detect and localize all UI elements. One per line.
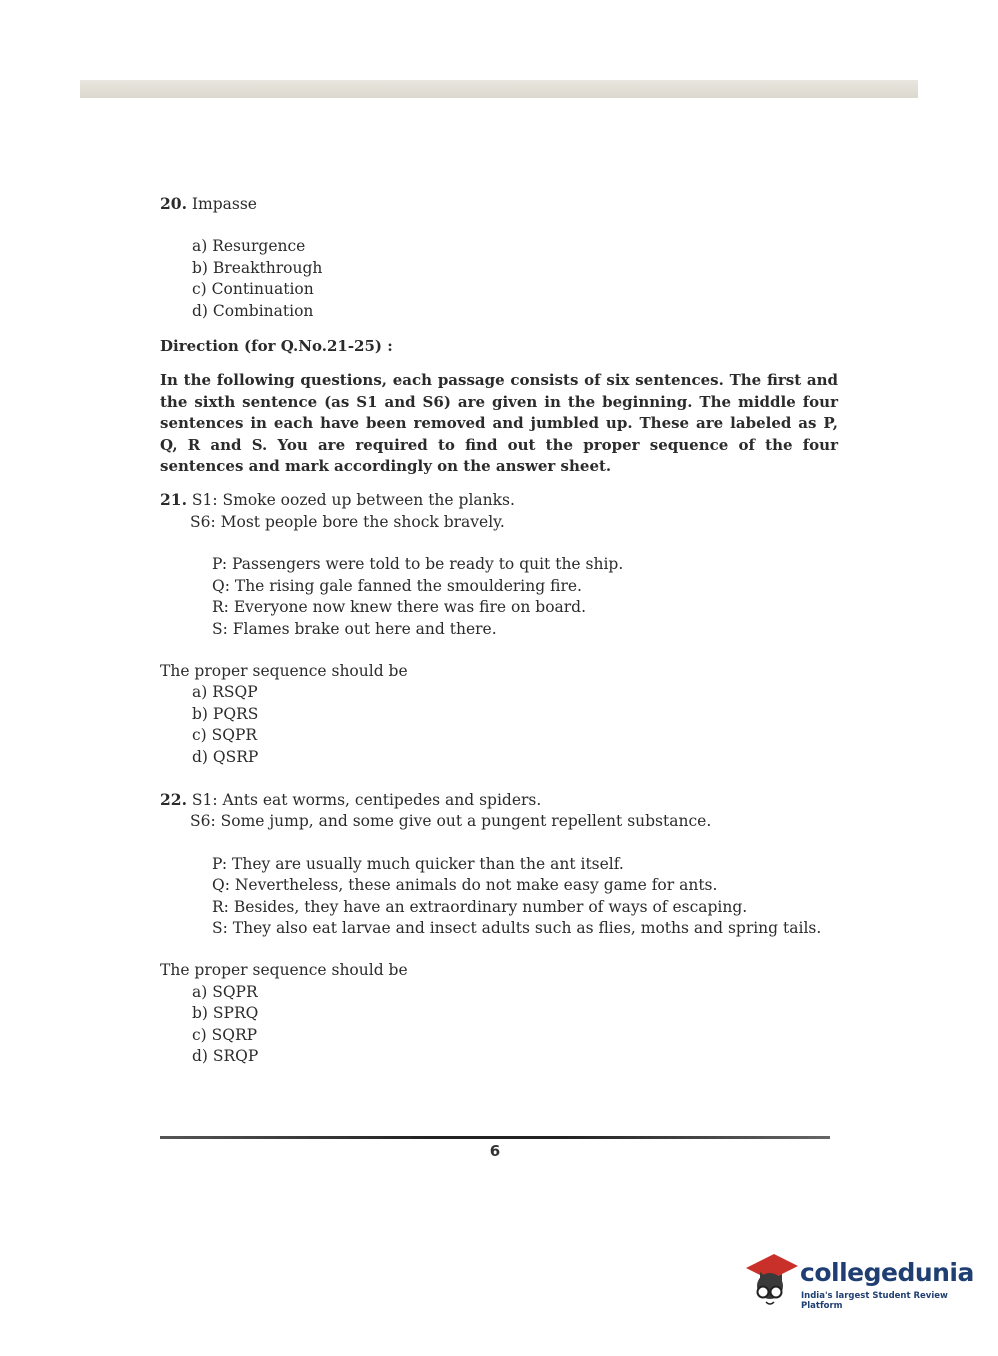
sentence-s6: S6: Most people bore the shock bravely. [190,512,505,531]
logo-tagline: India's largest Student Review Platform [801,1291,948,1311]
direction-title: Direction (for Q.No.21-25) : [160,337,393,356]
option-c: c) Continuation [192,280,314,299]
option-c: c) SQPR [192,726,258,745]
options-20 [192,236,850,322]
option-b: b) Breakthrough [192,258,323,277]
question-page [160,193,850,1067]
option-d: d) Combination [192,301,314,320]
sentence-s: S: Flames brake out here and there. [212,619,497,638]
question-number: 21. [160,490,187,510]
page-number: 6 [489,1142,501,1160]
option-d: d) QSRP [192,747,259,766]
footer-rule [160,1136,830,1139]
logo-wordmark: collegedunia [800,1258,974,1287]
option-a: a) SQPR [192,982,258,1001]
option-d: d) SRQP [192,1047,259,1065]
sentence-s1: S1: Smoke oozed up between the planks. [191,491,515,510]
sequence-prompt: The proper sequence should be [160,661,408,680]
collegedunia-logo[interactable] [742,1250,972,1316]
sentence-r: R: Besides, they have an extraordinary number of ways of escaping. [212,897,748,916]
s1-line [160,489,850,511]
sentence-p: P: Passengers were told to be ready to quit the ship. [212,555,624,574]
sentence-s: S: They also eat larvae and insect adults such as flies, moths and spring tails. [212,918,822,937]
graduate-cap-icon [742,1250,798,1312]
question-number: 20. [160,194,187,213]
sentence-s1: S1: Ants eat worms, centipedes and spiders. [191,790,542,809]
question-20 [160,193,850,215]
option-a: a) Resurgence [192,237,306,256]
question-22 [160,789,850,1067]
direction-body: In the following questions, each passage consists of six sentences. The first and the sixth sentence (as S1 and S6) are given in the beginning. The middle four sentences in each have been removed and jumbled up. These are labeled as P, Q, R and S. You are required to find out the proper sequence of the four sentences and mark accordingly on the answer sheet. [160,371,838,476]
jumbled-sentences [212,854,850,940]
sentence-s6: S6: Some jump, and some give out a pungent repellent substance. [190,812,712,831]
s1-line [160,789,850,811]
option-a: a) RSQP [192,683,258,702]
question-number: 22. [160,789,187,809]
sentence-q: Q: The rising gale fanned the smouldering fire. [212,576,582,595]
question-21 [160,489,850,767]
option-b: b) SPRQ [192,1004,259,1023]
sequence-prompt: The proper sequence should be [160,961,408,980]
question-word: Impasse [191,195,257,213]
sentence-p: P: They are usually much quicker than the ant itself. [212,854,624,873]
option-b: b) PQRS [192,704,259,723]
options-21 [192,682,850,768]
scan-header-band [80,80,918,98]
sentence-q: Q: Nevertheless, these animals do not make easy game for ants. [212,876,718,895]
options-22 [192,982,850,1068]
sentence-r: R: Everyone now knew there was fire on board. [212,598,587,617]
option-c: c) SQRP [192,1025,258,1044]
jumbled-sentences [212,554,850,640]
